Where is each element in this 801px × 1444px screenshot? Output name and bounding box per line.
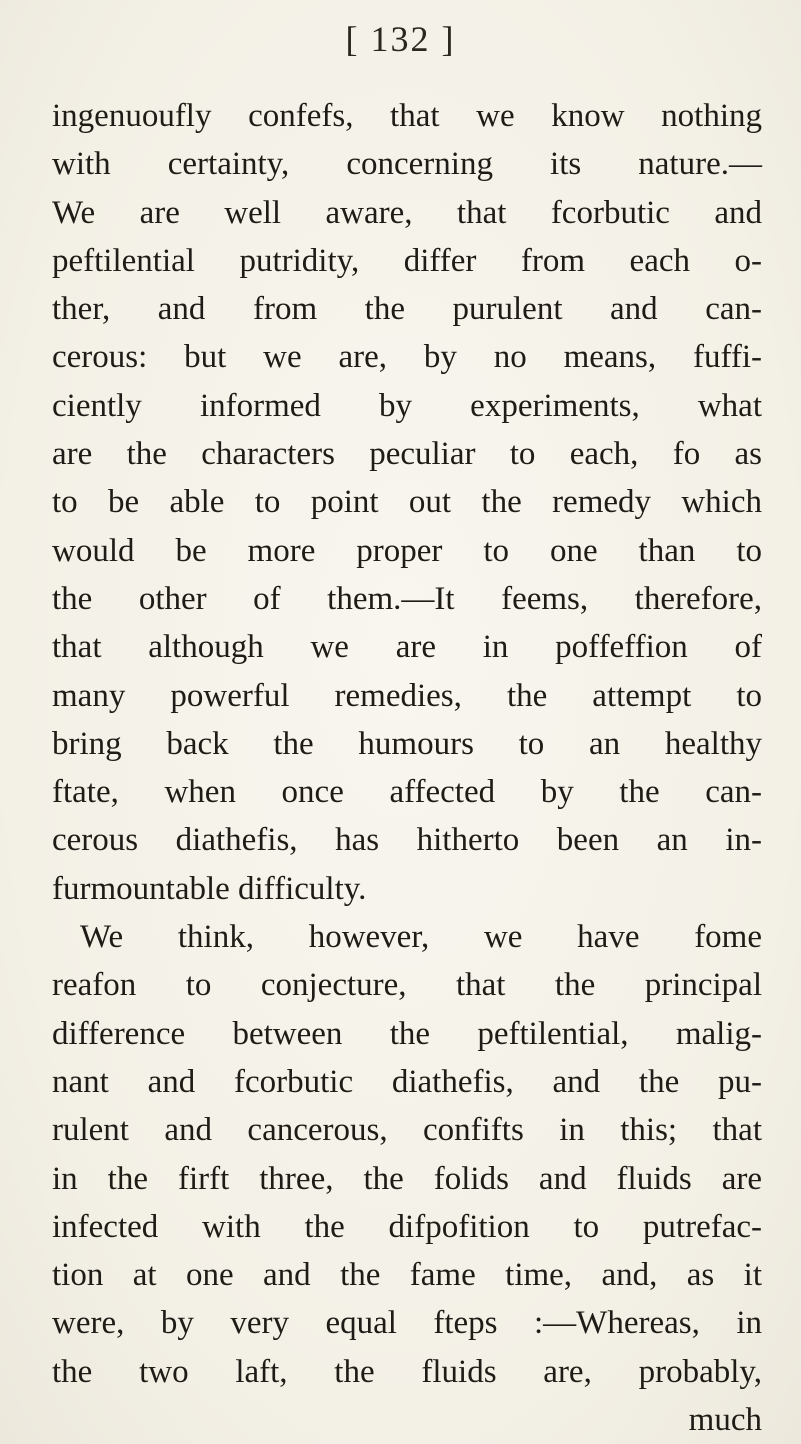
text-line: tion at one and the fame time, and, as it [52, 1257, 762, 1294]
text-line: bring back the humours to an healthy [52, 725, 762, 762]
text-line: ciently informed by experiments, what [52, 387, 762, 424]
text-line: ingenuoufly confefs, that we know nothing [52, 98, 762, 134]
text-line: with certainty, concerning its nature.— [52, 146, 762, 183]
text-line: reafon to conjecture, that the principal [52, 967, 762, 1004]
text-line: that although we are in poffeffion of [52, 629, 762, 666]
text-line: cerous: but we are, by no means, fuffi- [52, 339, 762, 376]
text-line: infected with the difpofition to putrefac- [52, 1208, 762, 1245]
text-line: to be able to point out the remedy which [52, 484, 762, 521]
text-line: cerous diathefis, has hitherto been an in- [52, 822, 762, 859]
body-text [52, 92, 762, 1444]
catchword: much [688, 1402, 762, 1439]
text-line: peftilential putridity, differ from each o- [52, 242, 762, 279]
text-line: the two laft, the fluids are, probably, [52, 1353, 762, 1390]
text-line: rulent and cancerous, confifts in this; that [52, 1112, 762, 1149]
text-line: ftate, when once affected by the can- [52, 774, 762, 811]
paragraph-start-line: We think, however, we have fome [80, 919, 762, 956]
text-line: ther, and from the purulent and can- [52, 291, 762, 328]
text-line: would be more proper to one than to [52, 532, 762, 569]
text-line: difference between the peftilential, malig- [52, 1015, 762, 1052]
text-line: were, by very equal fteps :—Whereas, in [52, 1305, 762, 1342]
text-line: nant and fcorbutic diathefis, and the pu- [52, 1063, 762, 1100]
text-line: the other of them.—It feems, therefore, [52, 580, 762, 617]
text-line: in the firft three, the folids and fluids are [52, 1160, 762, 1197]
paragraph-end-line: furmountable difficulty. [52, 870, 367, 907]
text-line: many powerful remedies, the attempt to [52, 677, 762, 714]
text-line: are the characters peculiar to each, fo as [52, 436, 762, 473]
page-number: [ 132 ] [345, 19, 456, 59]
text-line: We are well aware, that fcorbutic and [52, 194, 762, 231]
